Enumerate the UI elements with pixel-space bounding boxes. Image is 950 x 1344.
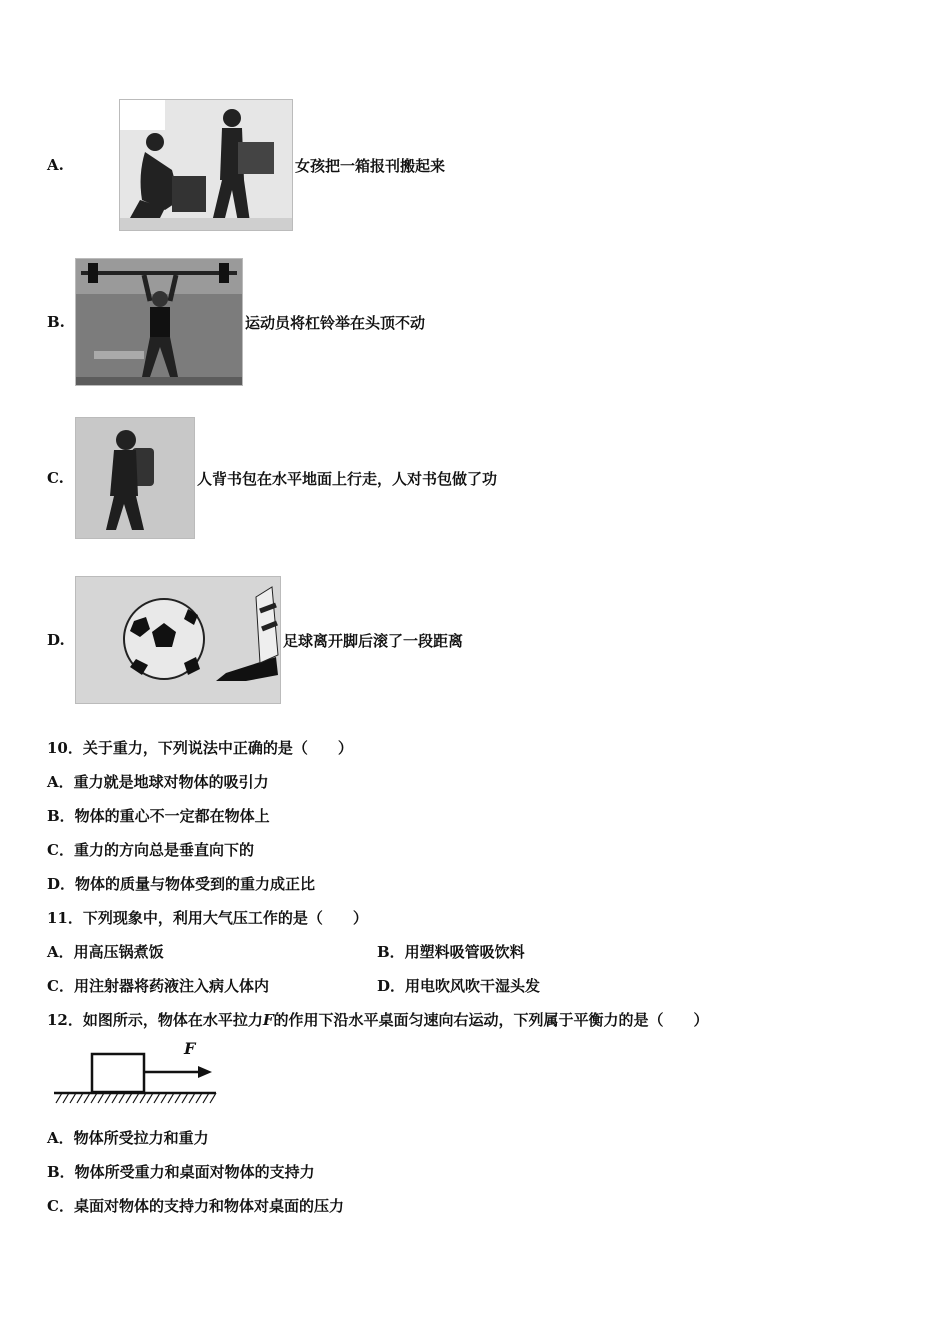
q9-option-c: [47, 417, 497, 539]
person-with-backpack-photo: [75, 417, 195, 539]
option-caption: 足球离开脚后滚了一段距离: [283, 631, 464, 650]
q10-option-d: D．物体的质量与物体受到的重力成正比: [47, 875, 316, 893]
option-caption: 女孩把一箱报刊搬起来: [295, 156, 446, 175]
q12-stem-before: 12．如图所示，物体在水平拉力: [47, 1011, 263, 1029]
force-label: F: [184, 1040, 196, 1058]
q12-stem-after: 的作用下沿水平桌面匀速向右运动，下列属于平衡力的是（ ）: [273, 1011, 709, 1029]
option-letter: A.: [47, 156, 64, 174]
q11-option-d: D．用电吹风吹干湿头发: [377, 977, 541, 995]
q9-option-a: [47, 99, 445, 231]
block-object: [92, 1054, 144, 1092]
q11-option-b: B．用塑料吸管吸饮料: [377, 943, 525, 961]
soccer-ball-kick-photo: [75, 576, 281, 704]
q9-option-d: [47, 576, 463, 704]
q12-option-a: A．物体所受拉力和重力: [47, 1129, 209, 1147]
q11-option-c: C．用注射器将药液注入病人体内: [47, 977, 269, 995]
option-letter: C.: [47, 469, 64, 487]
weightlifter-photo: [75, 258, 243, 386]
q10-option-b: B．物体的重心不一定都在物体上: [47, 807, 270, 825]
q12-stem: [47, 1009, 709, 1030]
q12-option-b: B．物体所受重力和桌面对物体的支持力: [47, 1163, 315, 1181]
q11-option-a: A．用高压锅煮饭: [47, 943, 164, 961]
option-caption: 运动员将杠铃举在头顶不动: [245, 313, 426, 332]
q10-option-c: C．重力的方向总是垂直向下的: [47, 841, 254, 859]
option-letter: D.: [47, 631, 65, 649]
force-variable: F: [262, 1011, 274, 1029]
option-caption: 人背书包在水平地面上行走，人对书包做了功: [197, 469, 498, 488]
q11-stem: 11．下列现象中，利用大气压工作的是（ ）: [47, 909, 368, 927]
q9-option-b: [47, 258, 425, 386]
q10-option-a: A．重力就是地球对物体的吸引力: [47, 773, 269, 791]
q10-stem: 10．关于重力，下列说法中正确的是（ ）: [47, 739, 353, 757]
option-letter: B.: [47, 313, 65, 331]
q12-option-c: C．桌面对物体的支持力和物体对桌面的压力: [47, 1197, 344, 1215]
table-hatching: [56, 1093, 216, 1103]
girl-lifting-box-photo: [119, 99, 293, 231]
q12-figure: [52, 1040, 218, 1110]
force-arrow-head: [198, 1066, 212, 1078]
